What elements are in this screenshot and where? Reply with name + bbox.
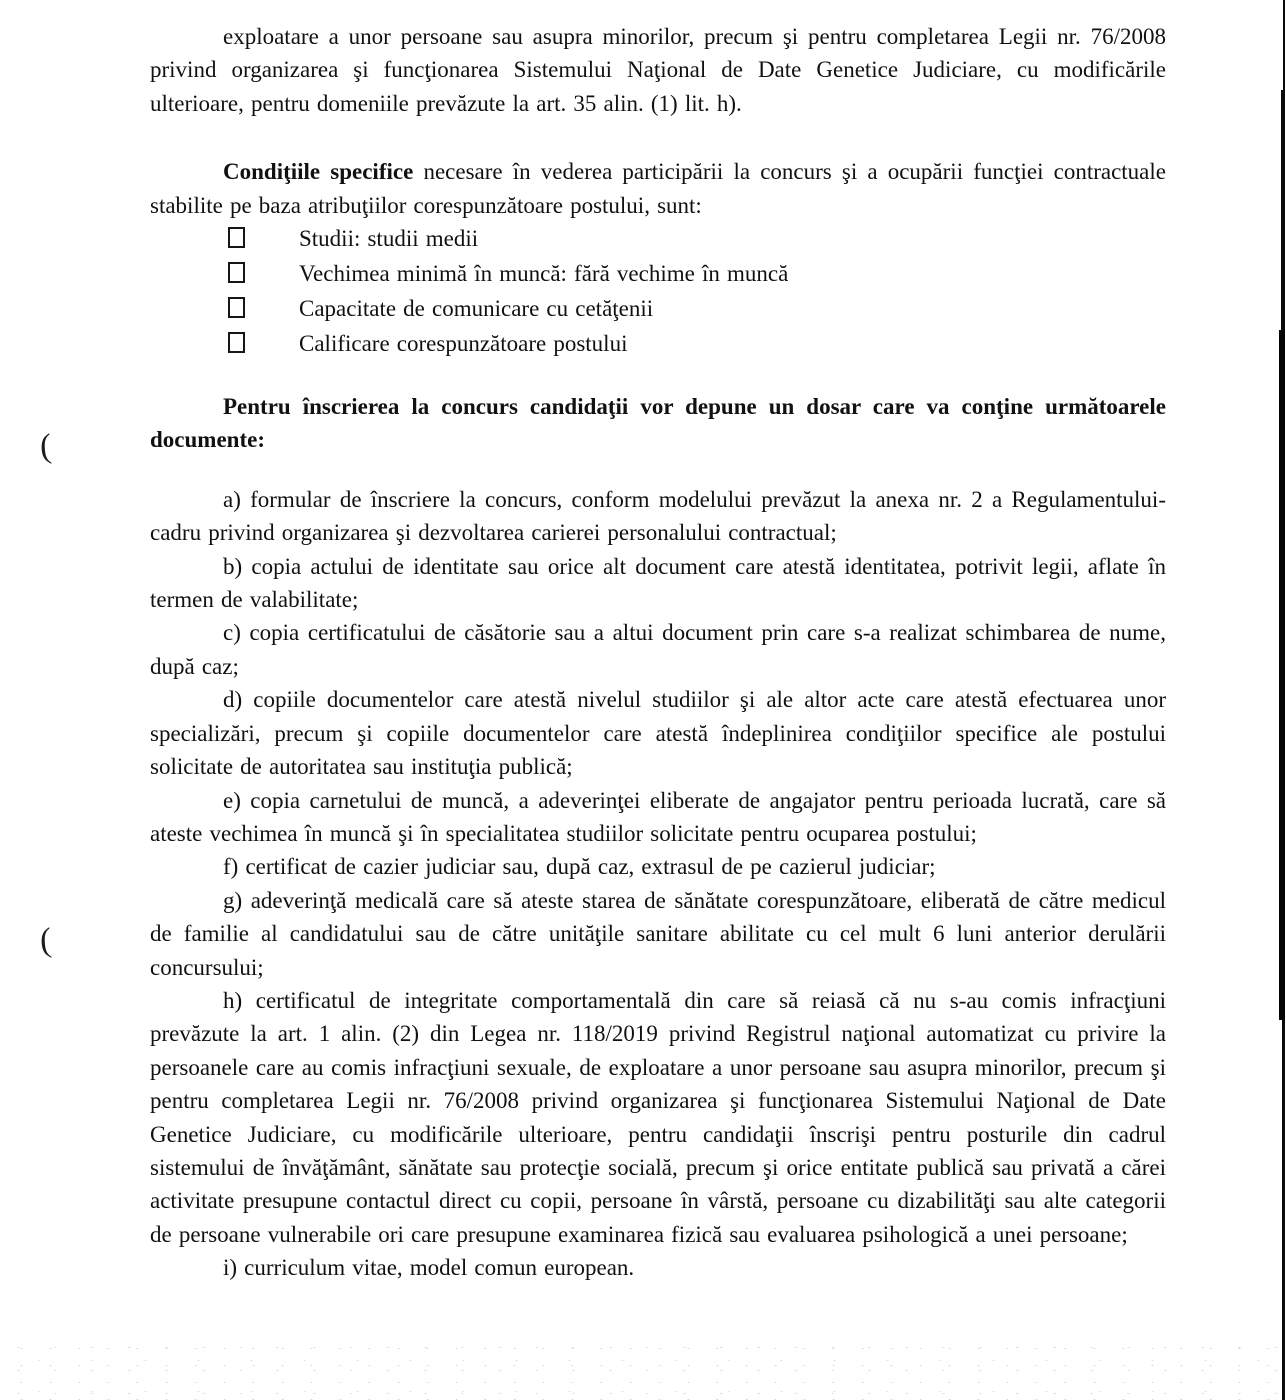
dossier-item-g: g) adeverinţă medicală care să ateste starea de sănătate corespunzătoare, eliberată de către medicul de familie al candidatului sau de către unităţile sanitare abilitate cu cel mult 6 luni anterior derulării concursului; [150,887,1166,980]
list-item [150,327,1166,362]
specific-conditions-text: necesare în vederea participării la concurs şi a ocupării funcţiei contractuale stabilite pe baza atribuţiilor corespunzătoare postului, sunt: [150,159,1166,218]
dossier-item-f: f) certificat de cazier judiciar sau, după caz, extrasul de pe cazierul judiciar; [223,854,936,880]
dossier-item-a: a) formular de înscriere la concurs, conform modelului prevăzut la anexa nr. 2 a Regulamentului-cadru privind organizarea şi dezvoltarea carierei personalului contractual; [150,486,1166,546]
dossier-item-b: b) copia actului de identitate sau orice alt document care atestă identitatea, potrivit legii, aflate în termen de valabilitate; [150,553,1166,613]
scan-noise-band [0,1336,1286,1400]
list-item-label: Calificare corespunzătoare postului [299,331,628,357]
specific-conditions-heading: Condiţiile specifice [223,159,414,185]
handwritten-paren-mark: ( [38,921,53,960]
dossier-item-c: c) copia certificatului de căsătorie sau a altui document prin care s-a realizat schimbarea de nume, după caz; [150,620,1166,679]
list-item [150,257,1166,292]
list-item [150,292,1166,327]
paragraph-legal-intro: exploatare a unor persoane sau asupra minorilor, precum şi pentru completarea Legii nr. 76/2008 privind organizarea şi funcţionarea Sistemului Naţional de Date Genetice Judiciare, cu modificările ulterioare, pentru domeniile prevăzute la art. 35 alin. (1) lit. h). [150,24,1166,116]
list-item-label: Capacitate de comunicare cu cetăţenii [299,296,654,322]
list-item-label: Vechimea minimă în muncă: fără vechime în muncă [299,261,789,287]
document-text-block [150,20,1166,1285]
paragraph-specific-conditions [150,155,1166,222]
dossier-item-d: d) copiile documentelor care atestă nivelul studiilor şi ale altor acte care atestă efectuarea unor specializări, precum şi copiile documentelor care atestă îndeplinirea condiţiilor specifice ale postului solicitate de autoritatea sau instituţia publică; [150,687,1166,780]
empty-checkbox-icon [228,262,245,283]
empty-checkbox-icon [228,332,245,353]
dossier-item-h: h) certificatul de integritate comportamentală din care să reiasă că nu s-au comis infracţiuni prevăzute la art. 1 alin. (2) din Legea nr. 118/2019 privind Registrul naţional automatizat cu privire la persoanele care au comis infracţiuni sexuale, de exploatare a unor persoane sau asupra minorilor, precum şi pentru completarea Legii nr. 76/2008 privind organizarea şi funcţionarea Sistemului Naţional de Date Genetice Judiciare, cu modificările ulterioare, pentru candidaţii înscrişi pentru posturile din cadrul sistemului de învăţământ, sănătate sau protecţie socială, precum şi orice entitate publică sau privată a cărei activitate presupune contactul direct cu copii, persoane în vârstă, persoane cu dizabilităţi sau alte categorii de persoane vulnerabile ori care presupune examinarea fizică sau evaluarea psihologică a unei persoane; [150,987,1166,1247]
scan-edge-artifact [1279,330,1285,1020]
scan-edge-artifact [1281,90,1285,330]
dossier-items-list [150,483,1166,1285]
paragraph-dossier-heading: Pentru înscrierea la concurs candidaţii vor depune un dosar care va conţine următoarele documente: [150,394,1166,453]
empty-checkbox-icon [228,227,245,248]
empty-checkbox-icon [228,297,245,318]
conditions-list [150,222,1166,362]
list-item-label: Studii: studii medii [299,226,479,252]
list-item [150,222,1166,257]
dossier-item-i: i) curriculum vitae, model comun european. [223,1255,635,1281]
dossier-item-e: e) copia carnetului de muncă, a adeverinţei eliberate de angajator pentru perioada lucrată, care să ateste vechimea în muncă şi în specialitatea studiilor solicitate pentru ocuparea postului; [150,787,1166,846]
handwritten-paren-mark: ( [38,427,53,466]
